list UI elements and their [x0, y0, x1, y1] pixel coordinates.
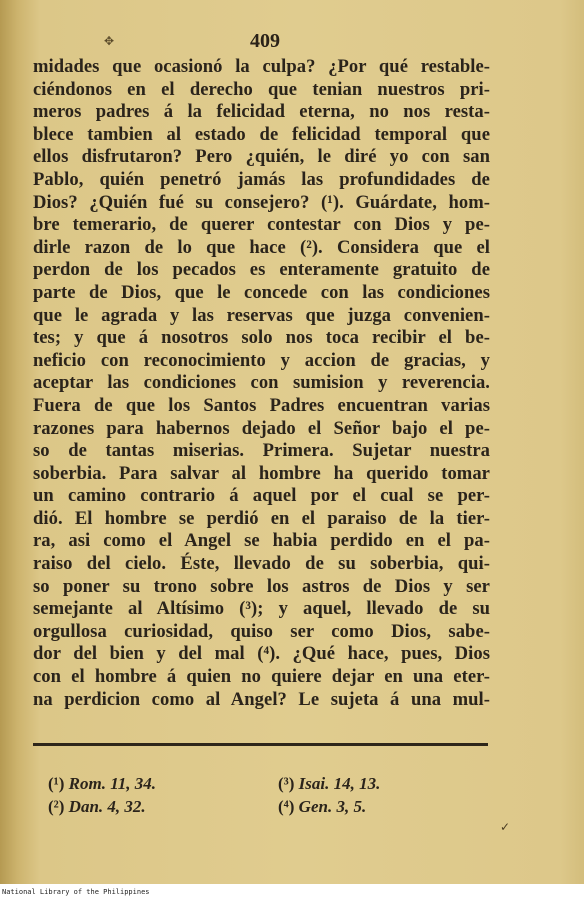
text-line: bre temerario, de querer contestar con Dios y pe-: [33, 214, 490, 236]
text-line: ellos disfrutaron? Pero ¿quién, le diré yo con san: [33, 146, 490, 168]
text-line: aceptar las condiciones con sumision y reverencia.: [33, 372, 490, 394]
text-line: soberbia. Para salvar al hombre ha querido tomar: [33, 462, 490, 484]
text-line: semejante al Altísimo (³); y aquel, llevado de su: [33, 598, 490, 620]
text-line: midades que ocasionó la culpa? ¿Por qué restable-: [33, 56, 490, 77]
footnote-ref: Isai. 14, 13.: [298, 774, 381, 793]
page-number: 409: [250, 30, 280, 52]
text-line: orgullosa curiosidad, quiso ser como Dios, sabe-: [33, 620, 490, 642]
text-line: neficio con reconocimiento y accion de gracias, y: [33, 349, 490, 371]
text-line: raiso del cielo. Éste, llevado de su soberbia, qui-: [33, 553, 490, 575]
text-line: ra, asi como el Angel se habia perdido en el pa-: [33, 530, 490, 552]
footnote-mark: (¹): [48, 774, 65, 793]
text-line: blece tambien al estado de felicidad temporal que: [33, 123, 490, 145]
text-line: na perdicion como al Angel? Le sujeta á una mul-: [33, 688, 490, 710]
footnote-mark: (²): [48, 797, 65, 816]
text-line: meros padres á la felicidad eterna, no nos resta-: [33, 101, 490, 123]
footnote-ref: Dan. 4, 32.: [68, 797, 146, 816]
text-line: razones para habernos dejado el Señor bajo el pe-: [33, 417, 490, 439]
text-line: tes; y que á nosotros solo nos toca recibir el be-: [33, 327, 490, 349]
footnote-4: [278, 797, 366, 817]
text-line: parte de Dios, que le concede con las condiciones: [33, 281, 490, 303]
footnote-3: [278, 774, 380, 794]
footnote-2: [48, 797, 146, 817]
text-line: ciéndonos en el derecho que tenian nuestros pri-: [33, 78, 490, 100]
watermark-text: National Library of the Philippines: [2, 888, 150, 896]
text-line: Pablo, quién penetró jamás las profundidades de: [33, 168, 490, 190]
text-line: perdon de los pecados es enteramente gratuito de: [33, 259, 490, 281]
text-line: dor del bien y del mal (⁴). ¿Qué hace, pues, Dios: [33, 643, 490, 665]
text-line: un camino contrario á aquel por el cual se per-: [33, 485, 490, 507]
text-line: que le agrada y las reservas que juzga convenien-: [33, 304, 490, 326]
footnote-1: [48, 774, 156, 794]
text-line: dió. El hombre se perdió en el paraiso de la tier-: [33, 507, 490, 529]
text-line: Fuera de que los Santos Padres encuentran varias: [33, 394, 490, 416]
library-watermark: [0, 884, 584, 900]
footnote-mark: (⁴): [278, 797, 295, 816]
text-line: con el hombre á quien no quiere dejar en una eter-: [33, 666, 490, 688]
paper-speck: ✓: [500, 820, 511, 834]
footnote-ref: Rom. 11, 34.: [68, 774, 157, 793]
body-text: [33, 56, 553, 711]
footnote-divider: [33, 743, 488, 746]
ornament-glyph: ✥: [104, 34, 115, 48]
text-line: so de tantas miserias. Primera. Sujetar nuestra: [33, 440, 490, 462]
footnote-ref: Gen. 3, 5.: [298, 797, 367, 816]
text-line: dirle razon de lo que hace (²). Considera que el: [33, 236, 490, 258]
text-line: Dios? ¿Quién fué su consejero? (¹). Guárdate, hom-: [33, 191, 490, 213]
text-line: so poner su trono sobre los astros de Dios y ser: [33, 575, 490, 597]
footnote-mark: (³): [278, 774, 295, 793]
